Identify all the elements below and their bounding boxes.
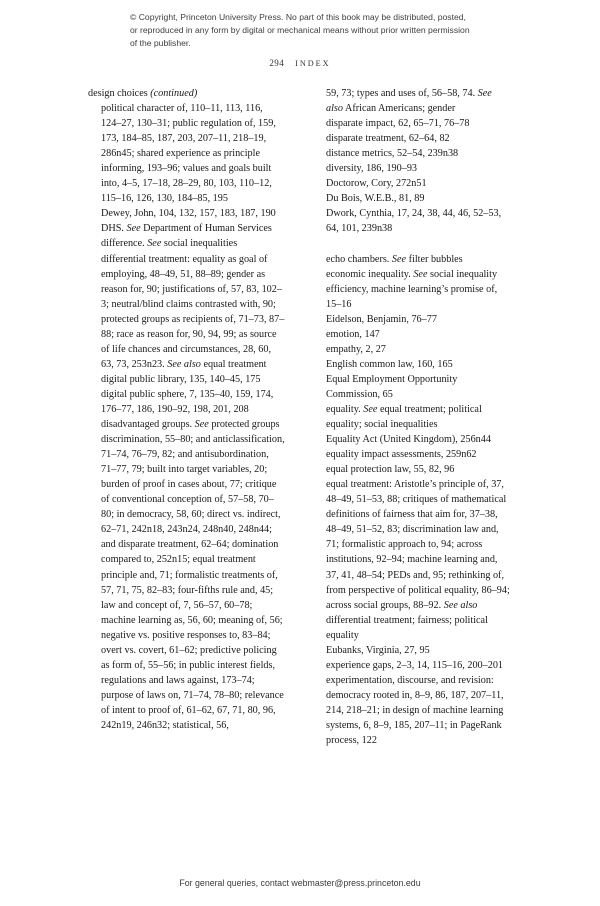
index-entry-economic-inequality [313, 267, 510, 282]
entry-text-pre: economic inequality. [326, 268, 414, 280]
index-entry-distance-metrics: distance metrics, 52–54, 239n38 [326, 148, 459, 160]
see-also-reference: See also [167, 358, 201, 370]
entry-text-post: differential treatment; fairness; political equality [326, 614, 488, 641]
entry-text-post: social inequality [427, 268, 498, 280]
see-reference: See [363, 403, 378, 415]
index-entry-discrimination: discrimination, 55–80; and anticlassification, 71–74, 76–79, 82; and antisubordination, 71–77, 79; built into target variables, 20; burden of proof in cases about, 77; critique of conventional conception of, 57–58, 70–80; in democracy, 58, 60; direct vs. indirect, 62–71, 242n18, 243n24, 248n40, 248n44; and disparate treatment, 62–64; domination compared to, 252n15; equal treatment principle and, 71; formalistic treatments of, 57, 71, 75, 82–83; four-fifths rule and, 45; law and concept of, 7, 56–57, 60–78; machine learning as, 56, 60; meaning of, 56; negative vs. positive responses to, 83–84; overt vs. covert, 61–62; predictive policing as form of, 55–56; in public interest fields, regulations and laws against, 173–74; purpose of laws on, 71–74, 78–80; relevance of intent to proof of, 61–62, 67, 71, 80, 96, 242n19, 246n32; statistical, 56, [101, 434, 285, 731]
entry-text-post: filter bubbles [406, 253, 463, 265]
page-number: 294 [269, 58, 285, 68]
entry-text-pre: 59, 73; types and uses of, 56–58, 74. [326, 88, 478, 99]
index-entry-efficiency: efficiency, machine learning’s promise of, 15–16 [326, 283, 498, 310]
index-entry-digital-public-library: digital public library, 135, 140–45, 175 [101, 373, 261, 385]
index-entry-experience-gaps: experience gaps, 2–3, 14, 115–16, 200–201 [326, 659, 504, 671]
index-entry-emotion: emotion, 147 [326, 328, 380, 340]
index-entry-disadvantaged-groups [88, 417, 285, 432]
see-reference: See [413, 268, 428, 280]
see-reference: See [194, 419, 209, 431]
index-entry-dewey-john: Dewey, John, 104, 132, 157, 183, 187, 190 [101, 208, 276, 220]
index-entry-equality [313, 402, 510, 432]
index-entry-disparate-treatment: disparate treatment, 62–64, 82 [326, 133, 450, 145]
entry-text-pre: disadvantaged groups. [101, 419, 195, 431]
copyright-notice: © Copyright, Princeton University Press. No part of this book may be distributed, posted, or reproduced in any form by digital or mechanical means without prior written permission of the publisher. [130, 12, 470, 49]
entry-text-post: Department of Human Services [140, 223, 272, 235]
entry-text-pre: equal treatment: Aristotle’s principle of, 37, 48–49, 51–53, 88; critiques of mathematical definitions of fairness that aim for, 37–38, 48–49, 51–52, 83; discrimination law and, 71; formalistic approach to, 94; across institutions, 92–94; machine learning and, 37, 41, 48–54; PEDs and, 95; rethinking of, from perspective of political equality, 86–94; across social groups, 88–92. [326, 479, 510, 611]
index-column-left [88, 86, 285, 733]
index-entry-dwork-cynthia: Dwork, Cynthia, 17, 24, 38, 44, 46, 52–53, 64, 101, 239n38 [326, 208, 502, 235]
see-also-reference: See also [326, 88, 492, 115]
index-entry-disparate-impact: disparate impact, 62, 65–71, 76–78 [326, 118, 470, 130]
see-reference: See [126, 223, 141, 235]
index-entry-dhs [88, 221, 285, 236]
see-also-reference: See also [443, 599, 478, 611]
index-body [88, 86, 518, 826]
index-subentry-discrimination-continued [313, 86, 510, 116]
entry-text-pre: equality. [326, 403, 364, 415]
entry-headword: design choices [88, 88, 151, 99]
index-subentry-design-choices: political character of, 110–11, 113, 116, 124–27, 130–31; public regulation of, 159, 173, 184–85, 187, 203, 207–11, 218–19, 286n45; shared experience as principle informing, 193–96; values and goals built into, 4–5, 17–18, 28–29, 80, 103, 110–12, 115–16, 126, 130, 184–85, 195 [101, 103, 276, 205]
index-entry-design-choices-continued [88, 86, 285, 101]
index-entry-eeoc: Equal Employment Opportunity Commission, 65 [326, 373, 458, 400]
index-entry-du-bois: Du Bois, W.E.B., 81, 89 [326, 193, 425, 205]
index-entry-equal-treatment [313, 477, 510, 643]
index-entry-empathy: empathy, 2, 27 [326, 343, 386, 355]
index-entry-doctorow-cory: Doctorow, Cory, 272n51 [326, 178, 427, 190]
entry-text-post: equal treatment [200, 358, 267, 370]
entry-text-pre: differential treatment: equality as goal of employing, 48–49, 51, 88–89; gender as reason for, 90; justifications of, 57, 83, 102–3; neutral/blind claims contrasted with, 90; protected groups as recipients of, 71–73, 87–88; race as reason for, 90, 94, 99; as source of life chances and circumstances, 28, 60, 63, 73, 253n23. [101, 253, 285, 370]
entry-text-pre: echo chambers. [326, 253, 392, 265]
index-entry-eubanks-virginia: Eubanks, Virginia, 27, 95 [326, 644, 430, 656]
index-entry-eidelson-benjamin: Eidelson, Benjamin, 76–77 [326, 313, 437, 325]
index-entry-digital-public-sphere: digital public sphere, 7, 135–40, 159, 174, 176–77, 186, 190–92, 198, 201, 208 [101, 388, 274, 415]
see-reference: See [391, 253, 407, 265]
see-reference: See [147, 238, 162, 250]
entry-continued-marker: (continued) [150, 88, 198, 99]
entry-text-post: social inequalities [161, 238, 238, 250]
index-entry-english-common-law: English common law, 160, 165 [326, 358, 453, 370]
running-head-title: INDEX [295, 59, 331, 68]
index-entry-differential-treatment [88, 252, 285, 372]
index-entry-equal-protection-law: equal protection law, 55, 82, 96 [326, 464, 455, 476]
footer-query-notice: For general queries, contact webmaster@press.princeton.edu [179, 878, 421, 888]
index-column-right [313, 86, 510, 748]
entry-text-pre: DHS. [101, 223, 127, 235]
index-entry-experimentation: experimentation, discourse, and revision: democracy rooted in, 8–9, 86, 187, 207–11, 214, 218–21; in design of machine learning systems, 6, 8–9, 185, 207–11; in PageRank process, 122 [326, 674, 504, 747]
index-entry-difference [88, 236, 285, 251]
entry-text-pre: difference. [101, 238, 148, 250]
index-entry-diversity: diversity, 186, 190–93 [326, 163, 418, 175]
entry-text-post: protected groups [208, 419, 280, 431]
entry-text-post: African Americans; gender [342, 103, 456, 115]
running-head [0, 58, 600, 68]
entry-text-post: equal treatment; political equality; social inequalities [326, 403, 482, 431]
index-entry-equality-impact-assessments: equality impact assessments, 259n62 [326, 449, 477, 461]
index-entry-equality-act: Equality Act (United Kingdom), 256n44 [326, 434, 491, 446]
index-entry-echo-chambers [313, 252, 510, 267]
